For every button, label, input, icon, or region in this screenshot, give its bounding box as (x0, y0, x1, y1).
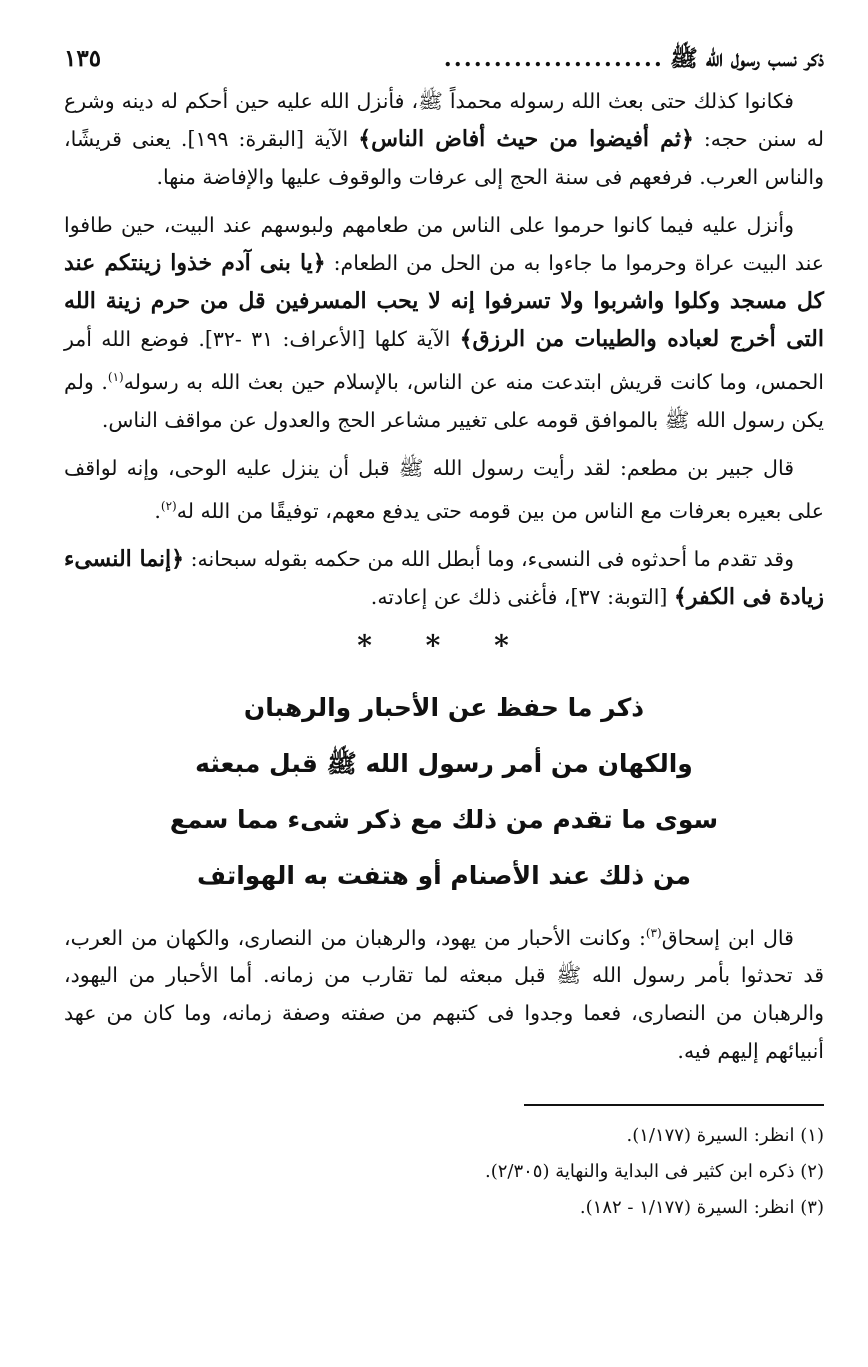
paragraph-text: وأنزل عليه فيما كانوا حرموا على الناس من طعامهم ولبوسهم عند البيت، حين طافوا عند البيت عراة وحرموا ما جاءوا به من الحل من الطعام: (64, 213, 825, 275)
quran-quote: ﴿إنما النسىء زيادة فى الكفر﴾ (64, 545, 824, 610)
dot-leader: ...................... (443, 45, 664, 72)
closing-paragraph-container (64, 914, 824, 1071)
footnotes (64, 1118, 824, 1226)
paragraph-text: : وكانت الأحبار من يهود، والرهبان من النصارى، والكهان من العرب، قد تحدثوا بأمر رسول الله ﷺ قبل مبعثه لما تقارب من زمانه. أما الأحبار من اليهود، والرهبان من النصارى، فعما وجدوا فى كتبهم من صفته وصفة زمانه، وما كان من عهد أنبيائهم إليهم فيه. (64, 925, 824, 1064)
quran-quote: ﴿ثم أفيضوا من حيث أفاض الناس﴾ (358, 126, 694, 152)
running-header (64, 40, 824, 78)
paragraph-text: . (154, 498, 161, 523)
section-heading-line: من ذلك عند الأصنام أو هتفت به الهواتف (197, 860, 691, 890)
chapter-title: ذكر نسب رسول الله ﷺ (669, 45, 824, 72)
footnote-divider (524, 1104, 824, 1106)
paragraph-text: [التوبة: ٣٧]، فأغنى ذلك عن إعادته. (370, 584, 674, 609)
paragraph (64, 540, 824, 616)
paragraph-text: الآية كلها [الأعراف: ٣١ -٣٢]. فوضع الله أمر الحمس، وما كانت قريش ابتدعت منه عن الناس، بالإسلام حين بعث الله به رسوله (64, 327, 824, 394)
paragraph (64, 449, 824, 530)
body-text (64, 82, 824, 616)
paragraph-text: قال جبير بن مطعم: لقد رأيت رسول الله ﷺ قبل أن ينزل عليه الوحى، وإنه لواقف على بعيره بعرفات مع الناس من بين قومه حتى يدفع معهم، توفيقًا من الله له (64, 455, 824, 523)
paragraph-text: وقد تقدم ما أحدثوه فى النسىء، وما أبطل الله من حكمه بقوله سبحانه: (184, 546, 794, 571)
footnote: (١) انظر: السيرة (١/١٧٧). (626, 1125, 824, 1147)
section-heading-line: سوى ما تقدم من ذلك مع ذكر شىء مما سمع (169, 804, 719, 834)
paragraph-text: قال ابن إسحاق (661, 925, 794, 950)
footnote: (٣) انظر: السيرة (١/١٧٧ - ١٨٢). (579, 1197, 824, 1219)
paragraph-text: . ولم يكن رسول الله ﷺ بالموافق قومه على تغيير مشاعر الحج والعدول عن مواقف الناس. (64, 369, 824, 432)
paragraph (64, 914, 824, 1071)
quran-quote: ﴿يا بنى آدم خذوا زينتكم عند كل مسجد وكلوا واشربوا ولا تسرفوا إنه لا يحب المسرفين قل من حرم زينة الله التى أخرج لعباده والطيبات من الرزق﴾ (64, 250, 824, 352)
paragraph-text: الآية [البقرة: ١٩٩]. يعنى قريشًا، والناس العرب. فرفعهم فى سنة الحج إلى عرفات والوقوف عليها والإفاضة منها. (64, 127, 824, 189)
footnote: (٢) ذكره ابن كثير فى البداية والنهاية (٢/٣٠٥). (484, 1161, 824, 1183)
footnote-reference: (١) (107, 370, 124, 384)
section-heading (64, 680, 824, 904)
paragraph-text: فكانوا كذلك حتى بعث الله رسوله محمداً ﷺ، فأنزل الله عليه حين أحكم له دينه وشرع له سنن حجه: (64, 89, 824, 151)
paragraph (64, 82, 824, 196)
footnote-reference: (٣) (645, 925, 662, 940)
section-separator: * * * (357, 628, 531, 662)
paragraph (64, 206, 824, 439)
footnote-reference: (٢) (160, 498, 177, 513)
section-heading-line: ذكر ما حفظ عن الأحبار والرهبان (243, 692, 645, 722)
section-heading-line: والكهان من أمر رسول الله ﷺ قبل مبعثه (195, 748, 693, 778)
page-number: ١٣٥ (64, 45, 102, 72)
